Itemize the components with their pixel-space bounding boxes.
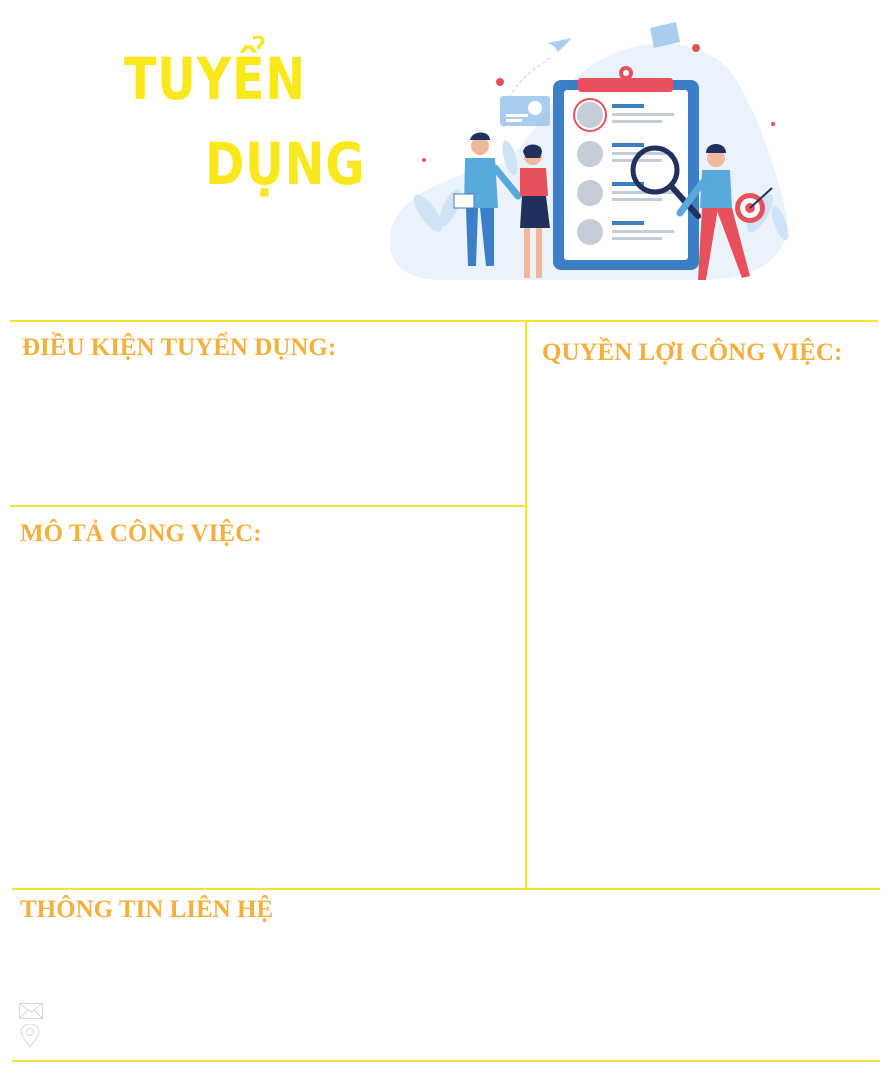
description-heading: MÔ TẢ CÔNG VIỆC:: [20, 520, 262, 547]
profile-card-icon: [500, 96, 550, 126]
divider-vertical: [525, 320, 527, 890]
title-line-1: TUYỂN: [124, 45, 306, 113]
recruitment-illustration: [380, 18, 810, 293]
benefits-heading: QUYỀN LỢI CÔNG VIỆC:: [542, 339, 843, 366]
paper-plane-icon: [548, 38, 572, 52]
divider-left-mid: [10, 505, 526, 507]
location-pin-icon: [20, 1024, 40, 1048]
envelope-plane-icon: [650, 22, 680, 48]
divider-bottom: [12, 1060, 880, 1062]
requirements-heading: ĐIỀU KIỆN TUYỂN DỤNG:: [22, 334, 337, 361]
divider-top: [10, 320, 878, 322]
title-line-2: DỤNG: [205, 130, 366, 198]
envelope-icon: [19, 1003, 43, 1019]
contact-heading: THÔNG TIN LIÊN HỆ: [20, 896, 274, 923]
divider-contact-top: [12, 888, 880, 890]
